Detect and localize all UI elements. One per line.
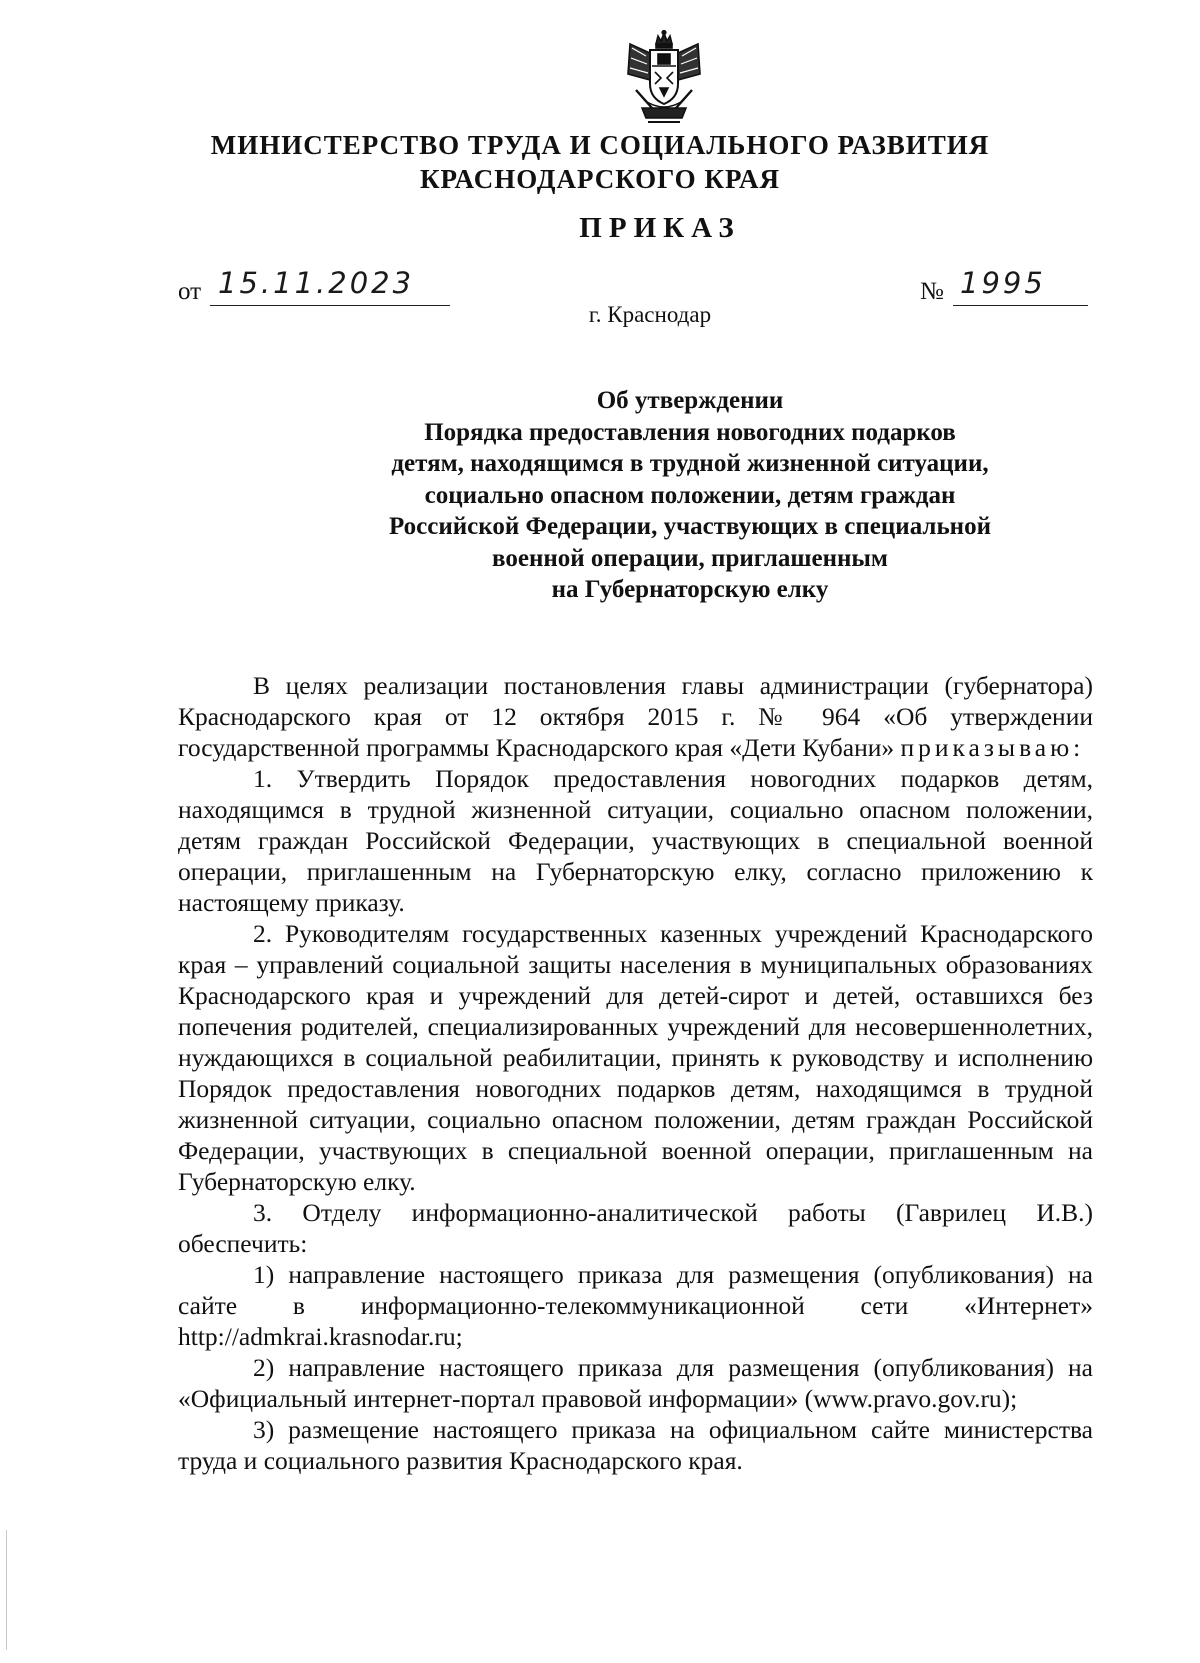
title-line: военной операции, приглашенным bbox=[492, 544, 888, 572]
date-prefix: от bbox=[178, 278, 202, 305]
item-3-3-paragraph: 3) размещение настоящего приказа на официальном сайте министерства труда и социального развития Краснодарского края. bbox=[178, 1415, 1093, 1475]
item-1-paragraph: 1. Утвердить Порядок предоставления новогодних подарков детям, находящимся в трудной жизненной ситуации, социально опасном положении, детям граждан Российской Федерации, участвующих в специальной военной операции, приглашенным на Губернаторскую елку, согласно приложению к настоящему приказу. bbox=[178, 764, 1093, 917]
document-body bbox=[178, 670, 1093, 1476]
ministry-name-line2: КРАСНОДАРСКОГО КРАЯ bbox=[419, 164, 781, 194]
title-line: Порядка предоставления новогодних подарков bbox=[424, 418, 956, 446]
title-line: социально опасном положении, детям граждан bbox=[424, 481, 956, 509]
item-2-paragraph: 2. Руководителям государственных казенных учреждений Краснодарского края – управлений социальной защиты населения в муниципальных образованиях Краснодарского края и учреждений для детей-сирот и детей, оставшихся без попечения родителей, специализированных учреждений для несовершеннолетних, нуждающихся в социальной реабилитации, принять к руководству и исполнению Порядок предоставления новогодних подарков детям, находящимся в трудной жизненной ситуации, социально опасном положении, детям граждан Российской Федерации, участвующих в специальной военной операции, приглашенным на Губернаторскую елку. bbox=[178, 919, 1093, 1196]
ministry-name bbox=[0, 128, 1200, 196]
intro-paragraph bbox=[178, 670, 1093, 763]
order-verb: приказываю: bbox=[900, 733, 1085, 762]
document-title bbox=[240, 385, 1140, 606]
item-3-1-paragraph: 1) направление настоящего приказа для размещения (опубликования) на сайте в информационно-телекоммуникационной сети «Интернет» http://admkrai.krasnodar.ru; bbox=[178, 1260, 1093, 1351]
title-line: детям, находящимся в трудной жизненной ситуации, bbox=[391, 450, 989, 477]
title-line: на Губернаторскую елку bbox=[551, 576, 829, 603]
order-date: 15.11.2023 bbox=[218, 266, 415, 300]
title-line: Об утверждении bbox=[596, 387, 784, 414]
scan-artifact-line bbox=[6, 1530, 7, 1650]
intro-text: В целях реализации постановления главы администрации (губернатора) Краснодарского края от 12 октября 2015 г. № 964 «Об утверждении государственной программы Краснодарского края «Дети Кубани» bbox=[178, 671, 1093, 762]
item-3-2-paragraph: 2) направление настоящего приказа для размещения (опубликования) на «Официальный интернет-портал правовой информации» (www.pravo.gov.ru); bbox=[178, 1353, 1093, 1413]
order-number: 1995 bbox=[960, 266, 1046, 300]
coat-of-arms-icon bbox=[622, 30, 706, 126]
city-label: г. Краснодар bbox=[588, 302, 712, 327]
number-prefix: № bbox=[920, 278, 944, 305]
item-3-paragraph: 3. Отделу информационно-аналитической работы (Гаврилец И.В.) обеспечить: bbox=[178, 1198, 1093, 1258]
title-line: Российской Федерации, участвующих в специальной bbox=[389, 513, 991, 540]
order-heading: ПРИКАЗ bbox=[579, 212, 741, 244]
ministry-name-line1: МИНИСТЕРСТВО ТРУДА И СОЦИАЛЬНОГО РАЗВИТИЯ bbox=[210, 130, 990, 160]
